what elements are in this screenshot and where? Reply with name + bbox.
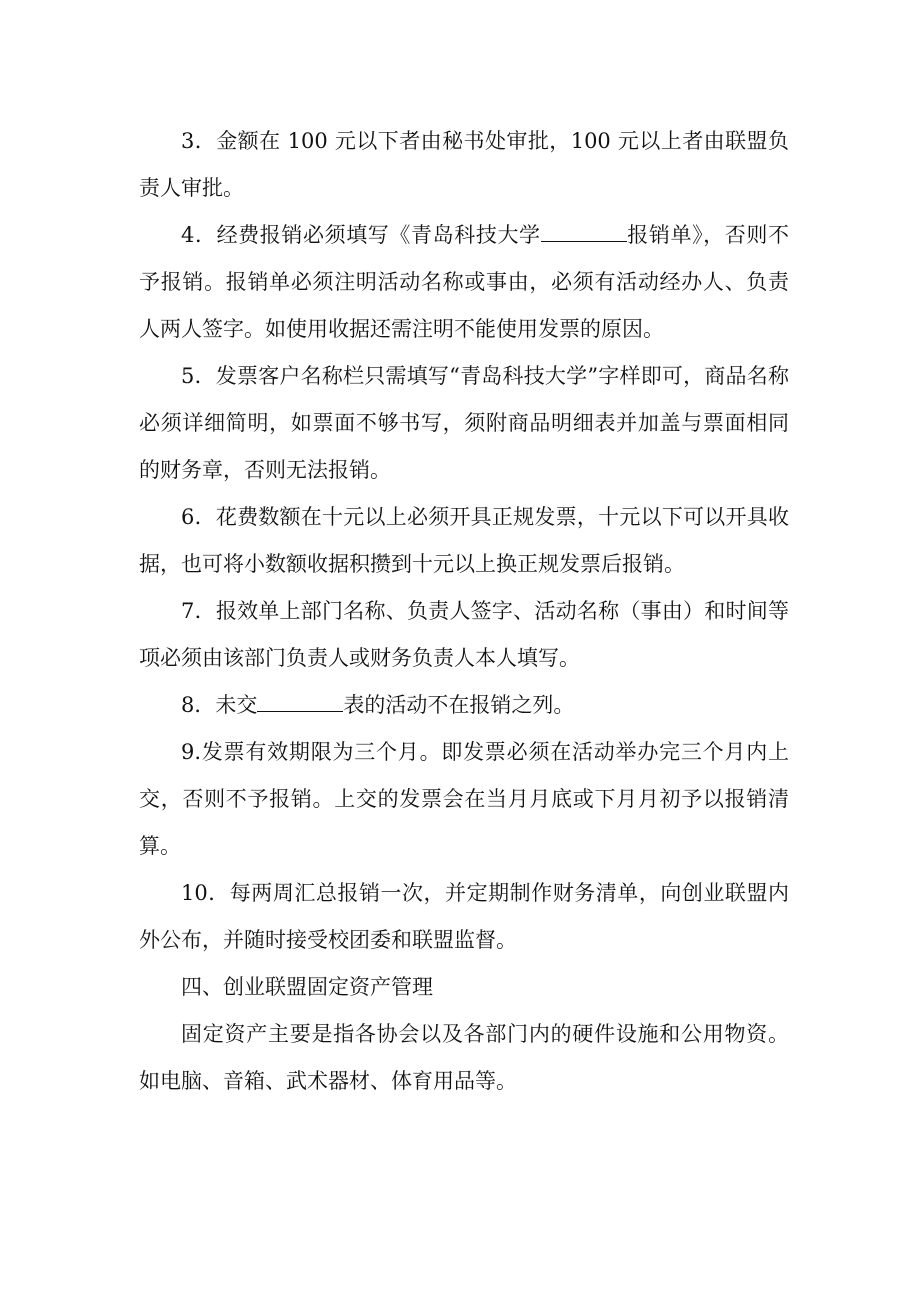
section-heading: 四、创业联盟固定资产管理 bbox=[181, 975, 433, 999]
fill-in-blank-line bbox=[541, 223, 627, 242]
paragraph-item-4 bbox=[139, 212, 789, 353]
fill-in-blank-line bbox=[257, 693, 343, 712]
paragraph-item-8-part-1: 8．未交 bbox=[181, 693, 258, 717]
paragraph-item-3: 3．金额在 100 元以下者由秘书处审批，100 元以上者由联盟负责人审批。 bbox=[139, 129, 789, 200]
paragraph-item-4-part-2: 报销单》，否则不予报销。报销单必须注明活动名称或事由，必须有活动经办人、负责人两人签字。如使用收据还需注明不能使用发票的原因。 bbox=[139, 223, 790, 341]
paragraph-item-8 bbox=[139, 682, 789, 729]
paragraph-item-9: 9.发票有效期限为三个月。即发票必须在活动举办完三个月内上交，否则不予报销。上交的发票会在当月月底或下月月初予以报销清算。 bbox=[139, 740, 789, 858]
paragraph-item-4-part-1: 4．经费报销必须填写《青岛科技大学 bbox=[181, 223, 541, 247]
paragraph-item-8-part-2: 表的活动不在报销之列。 bbox=[343, 693, 575, 717]
paragraph-fixed-assets: 固定资产主要是指各协会以及各部门内的硬件设施和公用物资。如电脑、音箱、武术器材、体育用品等。 bbox=[139, 1022, 789, 1093]
paragraph-item-7: 7．报效单上部门名称、负责人签字、活动名称（事由）和时间等项必须由该部门负责人或财务负责人本人填写。 bbox=[139, 599, 789, 670]
document-body bbox=[139, 118, 789, 1105]
paragraph-item-6: 6．花费数额在十元以上必须开具正规发票，十元以下可以开具收据，也可将小数额收据积攒到十元以上换正规发票后报销。 bbox=[139, 505, 789, 576]
paragraph-item-5: 5．发票客户名称栏只需填写“青岛科技大学”字样即可，商品名称必须详细简明，如票面不够书写，须附商品明细表并加盖与票面相同的财务章，否则无法报销。 bbox=[139, 364, 789, 482]
paragraph-item-10: 10．每两周汇总报销一次，并定期制作财务清单，向创业联盟内外公布，并随时接受校团委和联盟监督。 bbox=[139, 881, 789, 952]
